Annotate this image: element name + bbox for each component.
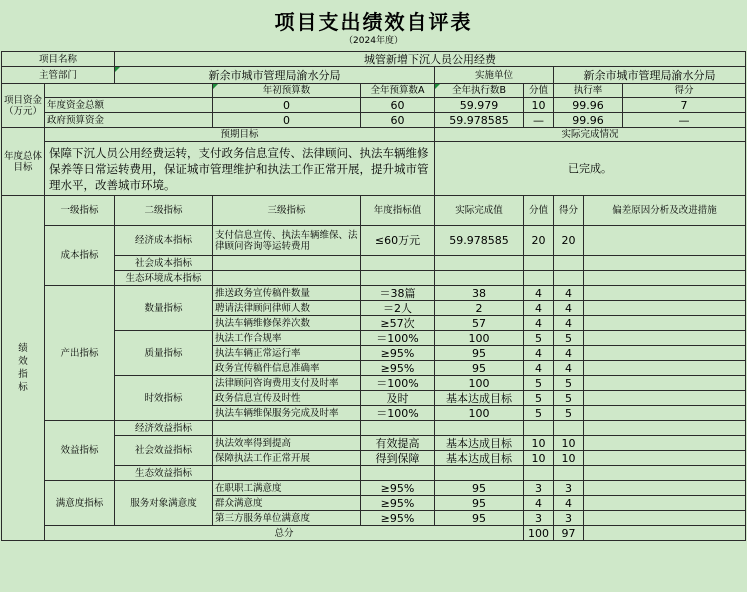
row-q2-actual[interactable]: 2 [435, 301, 524, 316]
row-s1-target[interactable]: 有效提高 [361, 436, 435, 451]
row-t2-actual[interactable]: 基本达成目标 [435, 391, 524, 406]
row-t3-deviation[interactable] [584, 406, 746, 421]
funds-row-gov-initial[interactable]: 0 [213, 113, 361, 128]
row-sat3-deviation[interactable] [584, 511, 746, 526]
row-q1-deviation[interactable] [584, 286, 746, 301]
row-t3-actual[interactable]: 100 [435, 406, 524, 421]
dept-label: 主管部门 [2, 67, 115, 84]
project-name-label: 项目名称 [2, 52, 115, 67]
sub-social-benefit: 社会效益指标 [115, 436, 213, 466]
funds-row-total-score[interactable]: 7 [623, 98, 746, 113]
sub-quantity: 数量指标 [115, 286, 213, 331]
sub-quality: 质量指标 [115, 331, 213, 376]
row-ql3-score[interactable]: 4 [554, 361, 584, 376]
row-sat3-weight[interactable]: 3 [524, 511, 554, 526]
row-t2-deviation[interactable] [584, 391, 746, 406]
funds-row-total-weight[interactable]: 10 [524, 98, 554, 113]
funds-row-total-rate[interactable]: 99.96 [554, 98, 623, 113]
sub-service-satisfaction: 服务对象满意度 [115, 481, 213, 526]
row-ql2-target[interactable]: ≥95% [361, 346, 435, 361]
row-sat3-actual[interactable]: 95 [435, 511, 524, 526]
sub-econ-benefit: 经济效益指标 [115, 421, 213, 436]
row-cost1-target[interactable]: ≤60万元 [361, 226, 435, 256]
row-ql1-score[interactable]: 5 [554, 331, 584, 346]
row-sat1-target[interactable]: ≥95% [361, 481, 435, 496]
row-t2-target[interactable]: 及时 [361, 391, 435, 406]
row-q3-weight[interactable]: 4 [524, 316, 554, 331]
row-s2-actual[interactable]: 基本达成目标 [435, 451, 524, 466]
header-level2: 二级指标 [115, 196, 213, 226]
funds-row-gov-label: 政府预算资金 [45, 113, 213, 128]
funds-row-total-annual[interactable]: 60 [361, 98, 435, 113]
row-t3-target[interactable]: ＝100% [361, 406, 435, 421]
unit-value[interactable]: 新余市城市管理局渝水分局 [554, 67, 746, 84]
row-sat2-score[interactable]: 4 [554, 496, 584, 511]
row-ql2-actual[interactable]: 95 [435, 346, 524, 361]
row-s1-weight[interactable]: 10 [524, 436, 554, 451]
dept-value[interactable]: 新余市城市管理局渝水分局 [115, 67, 435, 84]
row-q3-deviation[interactable] [584, 316, 746, 331]
sub-social-cost: 社会成本指标 [115, 256, 213, 271]
row-sat2-actual[interactable]: 95 [435, 496, 524, 511]
row-s2-name: 保障执法工作正常开展 [213, 451, 361, 466]
row-t1-target[interactable]: ＝100% [361, 376, 435, 391]
row-sat1-actual[interactable]: 95 [435, 481, 524, 496]
page-subtitle: （2024年度） [344, 36, 403, 46]
row-ql2-name: 执法车辆正常运行率 [213, 346, 361, 361]
header-weight: 分值 [524, 196, 554, 226]
row-t1-deviation[interactable] [584, 376, 746, 391]
group-benefit: 效益指标 [45, 421, 115, 481]
goals-expected-text[interactable]: 保障下沉人员公用经费运转，支付政务信息宣传、法律顾问、执法车辆维修保养等日常运转费用，保证城市管理维护和执法工作正常开展，提升城市管理水平，改善城市环境。 [45, 142, 435, 196]
row-t1-score[interactable]: 5 [554, 376, 584, 391]
row-q1-actual[interactable]: 38 [435, 286, 524, 301]
row-q3-name: 执法车辆维修保养次数 [213, 316, 361, 331]
row-t3-weight[interactable]: 5 [524, 406, 554, 421]
row-s1-score[interactable]: 10 [554, 436, 584, 451]
funds-row-gov-score[interactable]: — [623, 113, 746, 128]
funds-header-annual: 全年预算数A [361, 84, 435, 98]
row-t3-name: 执法车辆维保服务完成及时率 [213, 406, 361, 421]
row-q2-name: 聘请法律顾问律师人数 [213, 301, 361, 316]
funds-row-total-label: 年度资金总额 [45, 98, 213, 113]
row-ql1-name: 执法工作合规率 [213, 331, 361, 346]
funds-row-gov-rate[interactable]: 99.96 [554, 113, 623, 128]
funds-row-gov-executed[interactable]: 59.978585 [435, 113, 524, 128]
row-s1-name: 执法效率得到提高 [213, 436, 361, 451]
row-ql2-weight[interactable]: 4 [524, 346, 554, 361]
goals-label: 年度总体目标 [2, 128, 45, 196]
row-q1-score[interactable]: 4 [554, 286, 584, 301]
funds-header-rate: 执行率 [554, 84, 623, 98]
row-t2-weight[interactable]: 5 [524, 391, 554, 406]
row-sat2-name: 群众满意度 [213, 496, 361, 511]
sub-econ-cost: 经济成本指标 [115, 226, 213, 256]
row-q2-weight[interactable]: 4 [524, 301, 554, 316]
funds-row-total-initial[interactable]: 0 [213, 98, 361, 113]
row-t1-actual[interactable]: 100 [435, 376, 524, 391]
funds-header-executed: 全年执行数B [435, 84, 524, 98]
row-t1-name: 法律顾问咨询费用支付及时率 [213, 376, 361, 391]
row-q1-target[interactable]: ＝38篇 [361, 286, 435, 301]
row-sat1-score[interactable]: 3 [554, 481, 584, 496]
header-deviation: 偏差原因分析及改进措施 [584, 196, 746, 226]
goals-actual-text[interactable]: 已完成。 [435, 142, 746, 196]
row-sat3-score[interactable]: 3 [554, 511, 584, 526]
header-level1: 一级指标 [45, 196, 115, 226]
row-q2-score[interactable]: 4 [554, 301, 584, 316]
header-level3: 三级指标 [213, 196, 361, 226]
indicators-section-label: 绩效指标 [2, 196, 45, 541]
row-q1-name: 推送政务宣传稿件数量 [213, 286, 361, 301]
goals-expected-header: 预期目标 [45, 128, 435, 142]
row-q3-actual[interactable]: 57 [435, 316, 524, 331]
row-q3-score[interactable]: 4 [554, 316, 584, 331]
row-s2-score[interactable]: 10 [554, 451, 584, 466]
project-name-value[interactable]: 城管新增下沉人员公用经费 [115, 52, 746, 67]
sub-eco-cost: 生态环境成本指标 [115, 271, 213, 286]
row-ql1-deviation[interactable] [584, 331, 746, 346]
row-ql2-score[interactable]: 4 [554, 346, 584, 361]
row-ql3-actual[interactable]: 95 [435, 361, 524, 376]
row-sat3-target[interactable]: ≥95% [361, 511, 435, 526]
row-ql3-name: 政务宣传稿件信息准确率 [213, 361, 361, 376]
row-sat1-deviation[interactable] [584, 481, 746, 496]
sub-eco-benefit: 生态效益指标 [115, 466, 213, 481]
page-title: 项目支出绩效自评表 [274, 10, 473, 34]
unit-label: 实施单位 [435, 67, 554, 84]
row-t3-score[interactable]: 5 [554, 406, 584, 421]
row-cost1-name: 支付信息宣传、执法车辆维保、法律顾问咨询等运转费用 [213, 226, 361, 256]
row-t1-weight[interactable]: 5 [524, 376, 554, 391]
funds-header-score: 得分 [623, 84, 746, 98]
goals-actual-header: 实际完成情况 [435, 128, 746, 142]
row-cost1-actual[interactable]: 59.978585 [435, 226, 524, 256]
row-q1-weight[interactable]: 4 [524, 286, 554, 301]
row-sat3-name: 第三方服务单位满意度 [213, 511, 361, 526]
row-ql2-deviation[interactable] [584, 346, 746, 361]
header-score: 得分 [554, 196, 584, 226]
row-s1-actual[interactable]: 基本达成目标 [435, 436, 524, 451]
funds-label: 项目资金（万元） [2, 84, 45, 128]
row-s2-weight[interactable]: 10 [524, 451, 554, 466]
row-q2-target[interactable]: ＝2人 [361, 301, 435, 316]
funds-header-blank [45, 84, 213, 98]
row-cost1-deviation[interactable] [584, 226, 746, 256]
funds-row-total-executed[interactable]: 59.979 [435, 98, 524, 113]
funds-row-gov-weight[interactable]: — [524, 113, 554, 128]
evaluation-table [1, 51, 746, 541]
row-t2-name: 政务信息宣传及时性 [213, 391, 361, 406]
row-sat2-weight[interactable]: 4 [524, 496, 554, 511]
row-sat2-deviation[interactable] [584, 496, 746, 511]
row-ql3-target[interactable]: ≥95% [361, 361, 435, 376]
group-cost: 成本指标 [45, 226, 115, 286]
row-ql3-weight[interactable]: 4 [524, 361, 554, 376]
row-ql1-actual[interactable]: 100 [435, 331, 524, 346]
row-cost1-weight[interactable]: 20 [524, 226, 554, 256]
total-label: 总分 [45, 526, 524, 541]
header-actual: 实际完成值 [435, 196, 524, 226]
row-s1-deviation[interactable] [584, 436, 746, 451]
funds-header-weight: 分值 [524, 84, 554, 98]
total-deviation[interactable] [584, 526, 746, 541]
row-sat1-name: 在职职工满意度 [213, 481, 361, 496]
total-score[interactable]: 97 [554, 526, 584, 541]
row-ql3-deviation[interactable] [584, 361, 746, 376]
row-ql1-weight[interactable]: 5 [524, 331, 554, 346]
row-t2-score[interactable]: 5 [554, 391, 584, 406]
row-cost1-score[interactable]: 20 [554, 226, 584, 256]
group-output: 产出指标 [45, 286, 115, 421]
total-weight[interactable]: 100 [524, 526, 554, 541]
funds-header-initial: 年初预算数 [213, 84, 361, 98]
sub-timeliness: 时效指标 [115, 376, 213, 421]
row-ql1-target[interactable]: ＝100% [361, 331, 435, 346]
row-s2-target[interactable]: 得到保障 [361, 451, 435, 466]
row-sat1-weight[interactable]: 3 [524, 481, 554, 496]
funds-row-gov-annual[interactable]: 60 [361, 113, 435, 128]
row-s2-deviation[interactable] [584, 451, 746, 466]
header-target: 年度指标值 [361, 196, 435, 226]
row-q2-deviation[interactable] [584, 301, 746, 316]
row-q3-target[interactable]: ≥57次 [361, 316, 435, 331]
group-satisfaction: 满意度指标 [45, 481, 115, 526]
row-sat2-target[interactable]: ≥95% [361, 496, 435, 511]
